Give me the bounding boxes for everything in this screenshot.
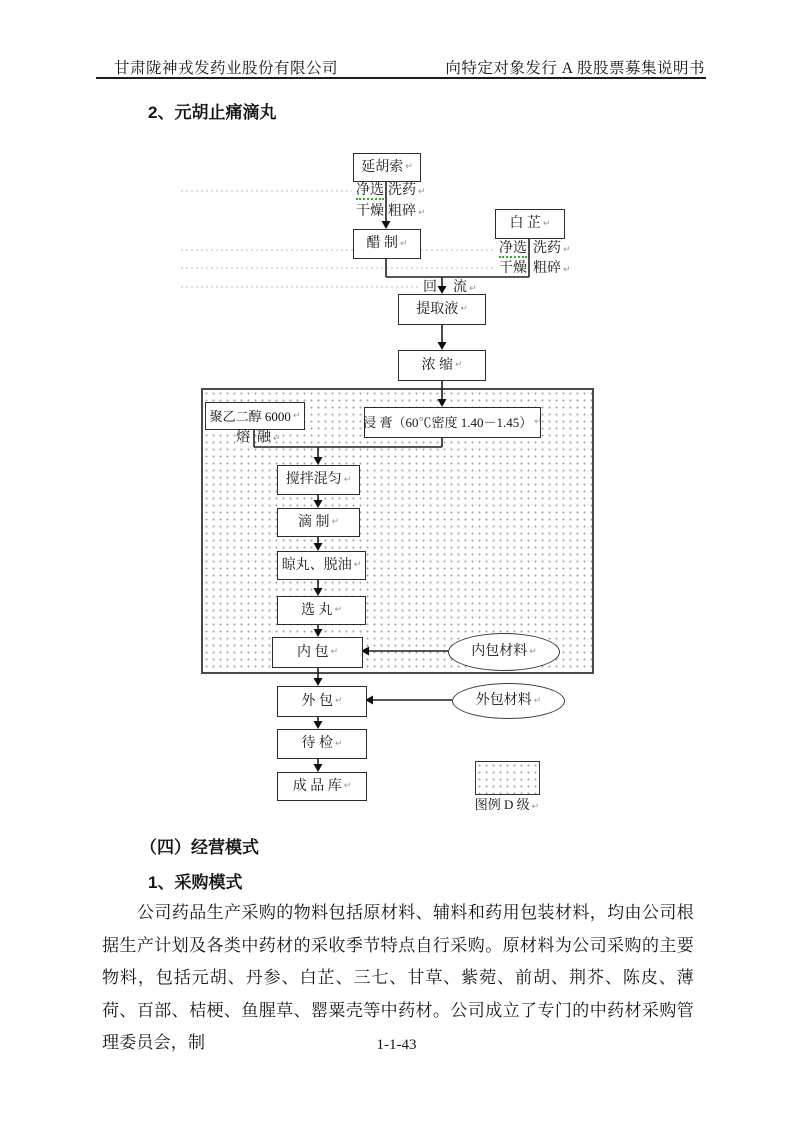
flow-node-label: 晾丸、脱油	[281, 557, 352, 573]
section-heading: （四）经营模式	[140, 838, 259, 857]
body-paragraph: 公司药品生产采购的物料包括原材料、辅料和药用包装材料，均由公司根据生产计划及各类中药材的采收季节特点自行采购。原材料为公司采购的主要物料，包括元胡、丹参、白芷、三七、甘草、紫菀、前胡、荆芥、陈皮、薄荷、百部、桔梗、鱼腥草、罂粟壳等中药材。公司成立了专门的中药材采购管理委员会，制	[102, 903, 694, 1053]
legend-dotted-swatch	[475, 761, 540, 795]
flow-node-outer-packaging	[277, 686, 367, 717]
process-label-drying-1: 干燥	[356, 204, 384, 219]
pilcrow-mark: ↵	[405, 162, 413, 172]
flow-node-peg6000	[205, 402, 305, 430]
header-company-name: 甘肃陇神戎发药业股份有限公司	[114, 60, 339, 77]
process-label-reflux-right: 流 ↵	[453, 280, 477, 295]
process-label-melt-right: 融 ↵	[257, 430, 281, 445]
flow-node-concentration	[398, 350, 486, 381]
process-label-crushing-1: 粗碎 ↵	[388, 204, 426, 219]
pilcrow-mark: ↵	[334, 696, 343, 706]
flow-node-dry-deoil	[277, 551, 366, 580]
flow-node-label: 浸 膏（60℃密度 1.40－1.45）	[363, 415, 533, 430]
flow-node-label: 醋 制	[366, 236, 398, 251]
process-label-cleaning-1: 净选	[356, 183, 384, 198]
pilcrow-mark: ↵	[292, 410, 301, 421]
pilcrow-mark: ↵	[460, 304, 468, 314]
flow-node-label: 搅拌混匀	[285, 472, 342, 487]
flow-node-label: 内 包	[296, 644, 329, 660]
flow-node-angelica	[495, 209, 565, 239]
flow-node-corydalis	[353, 153, 421, 182]
process-label-melt-left: 熔	[236, 430, 250, 445]
flow-node-label: 提取液	[416, 301, 459, 317]
flow-node-pill-selection	[277, 596, 366, 625]
pilcrow-mark: ↵	[334, 738, 343, 749]
flow-node-label: 聚乙二醇 6000	[209, 408, 291, 424]
flow-node-dripping	[277, 508, 360, 537]
dotted-guide-lines	[181, 191, 494, 287]
flow-node-extract-liquid	[398, 294, 486, 325]
process-label-drying-2: 干燥	[499, 261, 527, 276]
flow-node-label: 内包材料	[471, 644, 528, 659]
pilcrow-mark: ↵	[343, 474, 352, 485]
flow-node-inner-packaging	[272, 637, 363, 668]
flow-node-outer-packaging-materials	[452, 683, 565, 719]
pilcrow-mark: ↵	[469, 284, 477, 294]
subsection-heading: 1、采购模式	[148, 873, 243, 892]
pilcrow-mark: ↵	[542, 218, 551, 229]
pilcrow-mark: ↵	[418, 187, 426, 197]
pilcrow-mark: ↵	[454, 360, 463, 370]
pilcrow-mark: ↵	[534, 417, 542, 427]
flow-node-inner-packaging-materials	[448, 633, 560, 671]
flow-node-label: 滴 制	[297, 514, 330, 530]
pilcrow-mark: ↵	[330, 647, 339, 657]
flow-node-finished-goods-warehouse	[277, 772, 367, 801]
flow-node-label: 成 品 库	[292, 778, 342, 794]
figure-heading: 2、元胡止痛滴丸	[148, 103, 277, 122]
flow-node-label: 外 包	[301, 693, 333, 709]
pilcrow-mark: ↵	[418, 208, 426, 218]
header-doc-title: 向特定对象发行 A 股股票募集说明书	[445, 60, 705, 77]
pilcrow-mark: ↵	[563, 245, 571, 255]
process-label-washing-1: 洗药 ↵	[388, 183, 426, 198]
pilcrow-mark: ↵	[343, 781, 352, 791]
page-number: 1-1-43	[376, 1037, 417, 1053]
flow-node-label: 延胡索	[361, 159, 404, 175]
flow-node-vinegar-processing	[353, 229, 421, 259]
pilcrow-mark: ↵	[353, 560, 362, 570]
pilcrow-mark: ↵	[533, 695, 542, 706]
pilcrow-mark: ↵	[563, 265, 571, 275]
flow-node-label: 白 芷	[509, 216, 541, 231]
pilcrow-mark: ↵	[399, 238, 408, 249]
pilcrow-mark: ↵	[334, 605, 343, 615]
pilcrow-mark: ↵	[529, 646, 537, 657]
flow-node-label: 待 检	[301, 736, 333, 751]
flow-node-stir-mix	[277, 465, 360, 495]
pilcrow-mark: ↵	[531, 802, 540, 812]
process-label-cleaning-2: 净选	[499, 241, 527, 256]
process-label-crushing-2: 粗碎 ↵	[533, 261, 571, 276]
process-label-washing-2: 洗药 ↵	[533, 241, 571, 256]
flow-node-soft-extract	[364, 407, 541, 438]
flow-node-label: 外包材料	[475, 693, 532, 708]
flow-node-label: 选 丸	[300, 602, 333, 618]
pilcrow-mark: ↵	[331, 517, 340, 527]
process-label-reflux-left: 回	[423, 280, 437, 295]
legend-label: 图例 D 级 ↵	[474, 797, 540, 812]
flow-node-pending-inspection	[277, 729, 367, 759]
flow-node-label: 浓 缩	[421, 357, 453, 373]
pilcrow-mark: ↵	[273, 434, 281, 444]
